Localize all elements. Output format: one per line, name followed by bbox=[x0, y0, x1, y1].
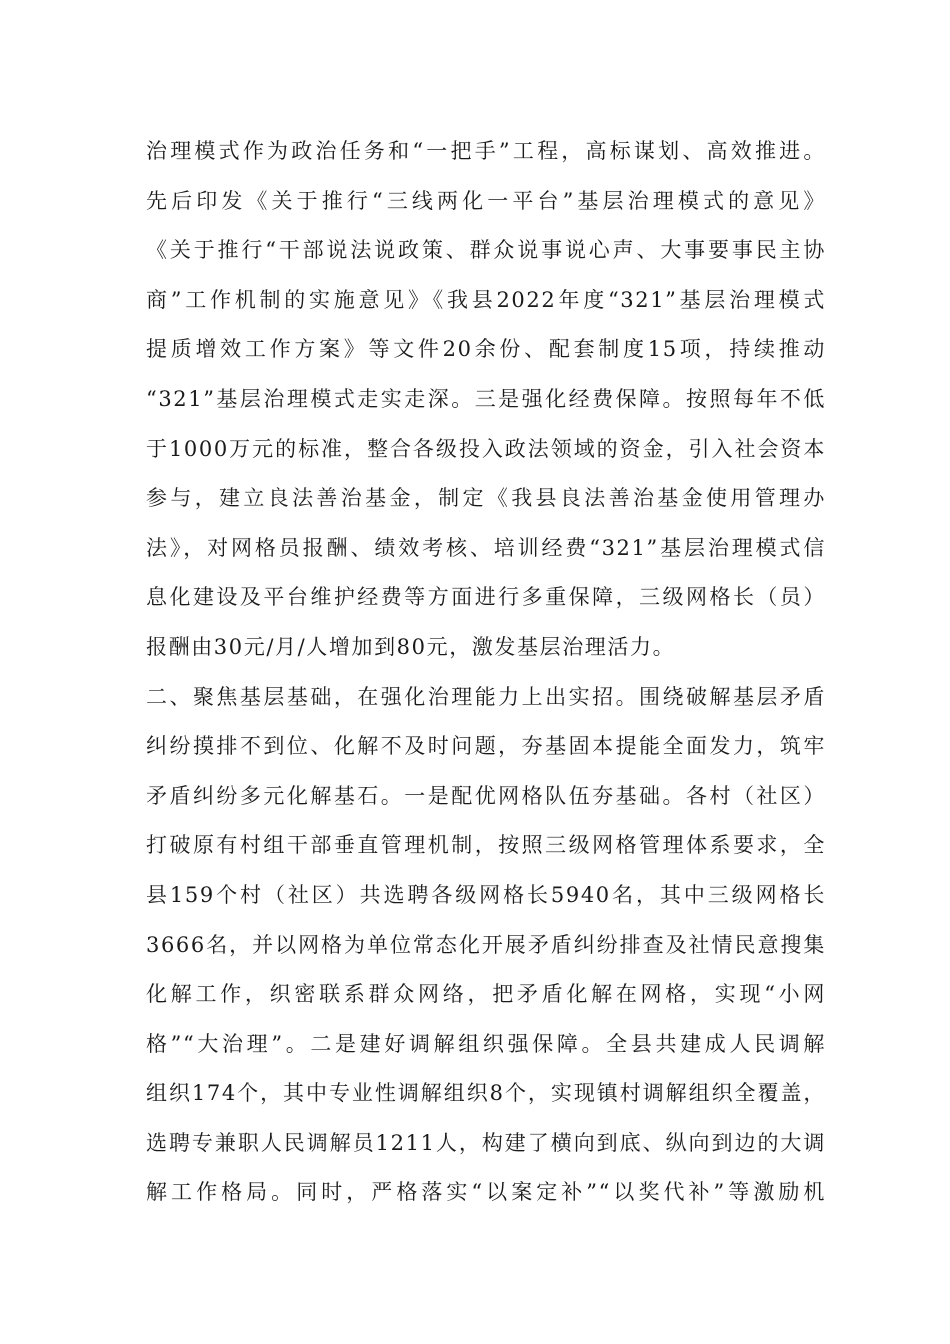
text-line: 治理模式作为政治任务和“一把手”工程，高标谋划、高效推进。 bbox=[146, 139, 826, 163]
text-line: 纠纷摸排不到位、化解不及时问题，夯基固本提能全面发力，筑牢 bbox=[146, 734, 826, 759]
text-line: 县159个村（社区）共选聘各级网格长5940名，其中三级网格长 bbox=[146, 882, 826, 907]
text-line: 组织174个，其中专业性调解组织8个，实现镇村调解组织全覆盖， bbox=[146, 1081, 826, 1106]
text-line: 商”工作机制的实施意见》《我县2022年度“321”基层治理模式 bbox=[146, 287, 826, 312]
document-body bbox=[146, 127, 826, 1218]
text-line: 格”“大治理”。二是建好调解组织强保障。全县共建成人民调解 bbox=[146, 1031, 826, 1056]
text-line: “321”基层治理模式走实走深。三是强化经费保障。按照每年不低 bbox=[146, 386, 826, 411]
text-line: 解工作格局。同时，严格落实“以案定补”“以奖代补”等激励机 bbox=[146, 1180, 826, 1205]
text-line: 选聘专兼职人民调解员1211人，构建了横向到底、纵向到边的大调 bbox=[146, 1130, 826, 1155]
text-line: 化解工作，织密联系群众网络，把矛盾化解在网格，实现“小网 bbox=[146, 982, 826, 1007]
text-line: 提质增效工作方案》等文件20余份、配套制度15项，持续推动 bbox=[146, 337, 826, 362]
text-line: 《关于推行“干部说法说政策、群众说事说心声、大事要事民主协 bbox=[146, 238, 826, 263]
text-line: 于1000万元的标准，整合各级投入政法领域的资金，引入社会资本 bbox=[146, 436, 826, 461]
text-line: 息化建设及平台维护经费等方面进行多重保障，三级网格长（员） bbox=[146, 585, 826, 610]
text-line: 法》，对网格员报酬、绩效考核、培训经费“321”基层治理模式信 bbox=[146, 535, 826, 560]
text-line: 二、聚焦基层基础，在强化治理能力上出实招。围绕破解基层矛盾 bbox=[146, 684, 826, 709]
text-line: 3666名，并以网格为单位常态化开展矛盾纠纷排查及社情民意搜集 bbox=[146, 932, 826, 957]
text-line: 参与，建立良法善治基金，制定《我县良法善治基金使用管理办 bbox=[146, 486, 826, 511]
text-line: 打破原有村组干部垂直管理机制，按照三级网格管理体系要求，全 bbox=[146, 833, 826, 858]
text-line: 矛盾纠纷多元化解基石。一是配优网格队伍夯基础。各村（社区） bbox=[146, 783, 826, 808]
text-line: 先后印发《关于推行“三线两化一平台”基层治理模式的意见》 bbox=[146, 188, 826, 213]
text-line: 报酬由30元/月/人增加到80元，激发基层治理活力。 bbox=[146, 634, 676, 659]
